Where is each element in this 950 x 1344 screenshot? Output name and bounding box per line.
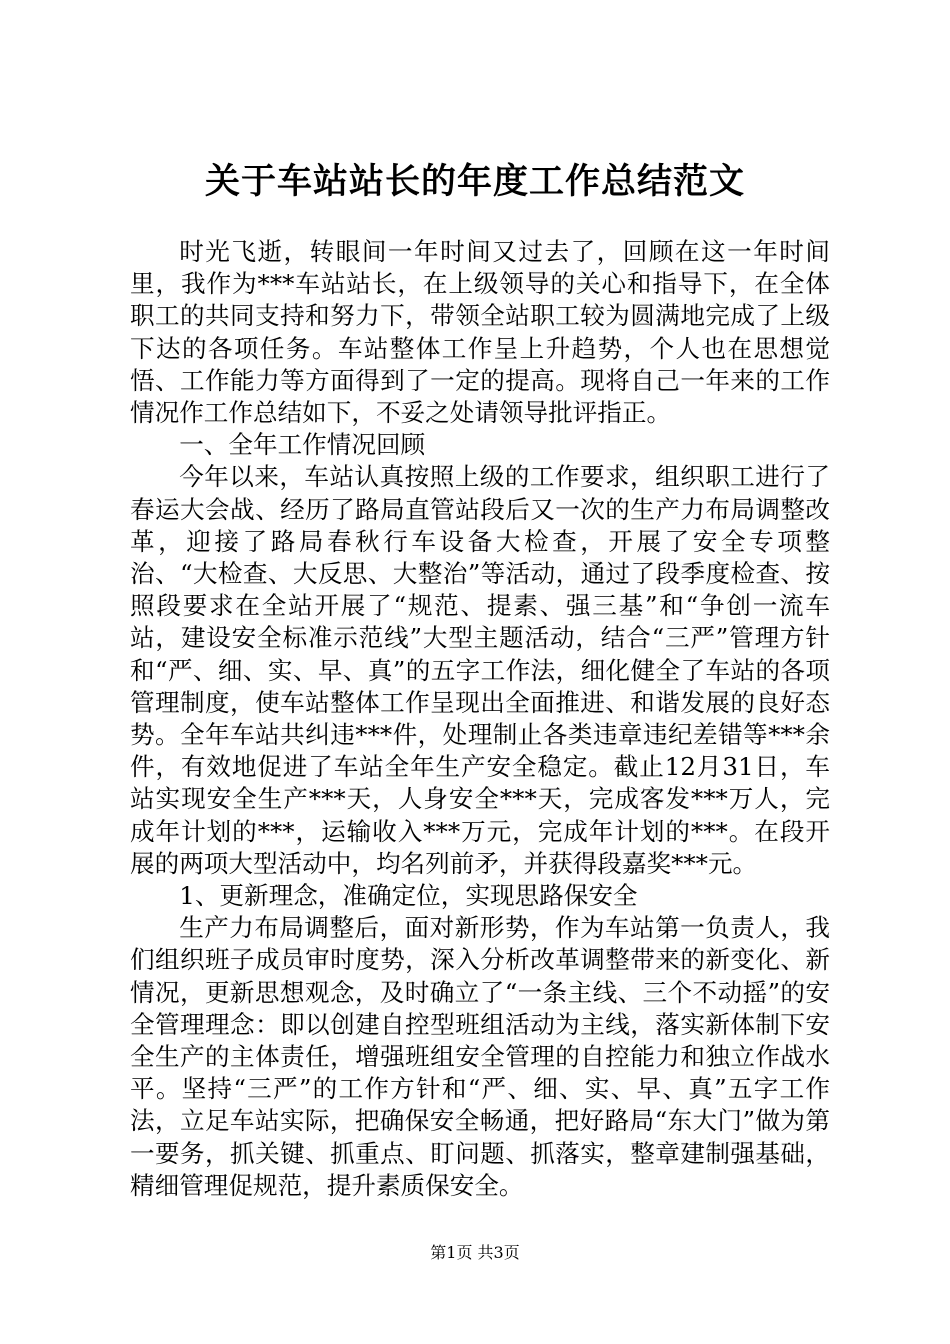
paragraph-intro: 时光飞逝，转眼间一年时间又过去了，回顾在这一年时间里，我作为***车站站长，在上级领导的关心和指导下，在全体职工的共同支持和努力下，带领全站职工较为圆满地完成了上级下达的各项任务。车站整体工作呈上升趋势，个人也在思想觉悟、工作能力等方面得到了一定的提高。现将自己一年来的工作情况作工作总结如下，不妥之处请领导批评指正。 (130, 237, 830, 428)
page-number-footer: 第1页 共3页 (430, 1243, 520, 1262)
paragraph-safety: 生产力布局调整后，面对新形势，作为车站第一负责人，我们组织班子成员审时度势，深入分析改革调整带来的新变化、新情况，更新思想观念，及时确立了“一条主线、三个不动摇”的安全管理理念：即以创建自控型班组活动为主线，落实新体制下安全生产的主体责任，增强班组安全管理的自控能力和独立作战水平。坚持“三严”的工作方针和“严、细、实、早、真”五字工作法，立足车站实际，把确保安全畅通，把好路局“东大门”做为第一要务，抓关键、抓重点、盯问题、抓落实，整章建制强基础，精细管理促规范，提升素质保安全。 (130, 913, 830, 1200)
paragraph-review: 今年以来，车站认真按照上级的工作要求，组织职工进行了春运大会战、经历了路局直管站段后又一次的生产力布局调整改革，迎接了路局春秋行车设备大检查，开展了安全专项整治、“大检查、大反思、大整治”等活动，通过了段季度检查、按照段要求在全站开展了“规范、提素、强三基”和“争创一流车站，建设安全标准示范线”大型主题活动，结合“三严”管理方针和“严、细、实、早、真”的五字工作法，细化健全了车站的各项管理制度，使车站整体工作呈现出全面推进、和谐发展的良好态势。全年车站共纠违***件，处理制止各类违章违纪差错等***余件，有效地促进了车站全年生产安全稳定。截止12月31日，车站实现安全生产***天，人身安全***天，完成客发***万人，完成年计划的***，运输收入***万元，完成年计划的***。在段开展的两项大型活动中，均名列前矛，并获得段嘉奖***元。 (130, 462, 830, 878)
document-title: 关于车站站长的年度工作总结范文 (204, 161, 745, 202)
document-body (130, 236, 830, 1202)
subsection-heading-safety: 1、更新理念，准确定位，实现思路保安全 (179, 881, 638, 911)
section-heading-review: 一、全年工作情况回顾 (179, 430, 426, 460)
